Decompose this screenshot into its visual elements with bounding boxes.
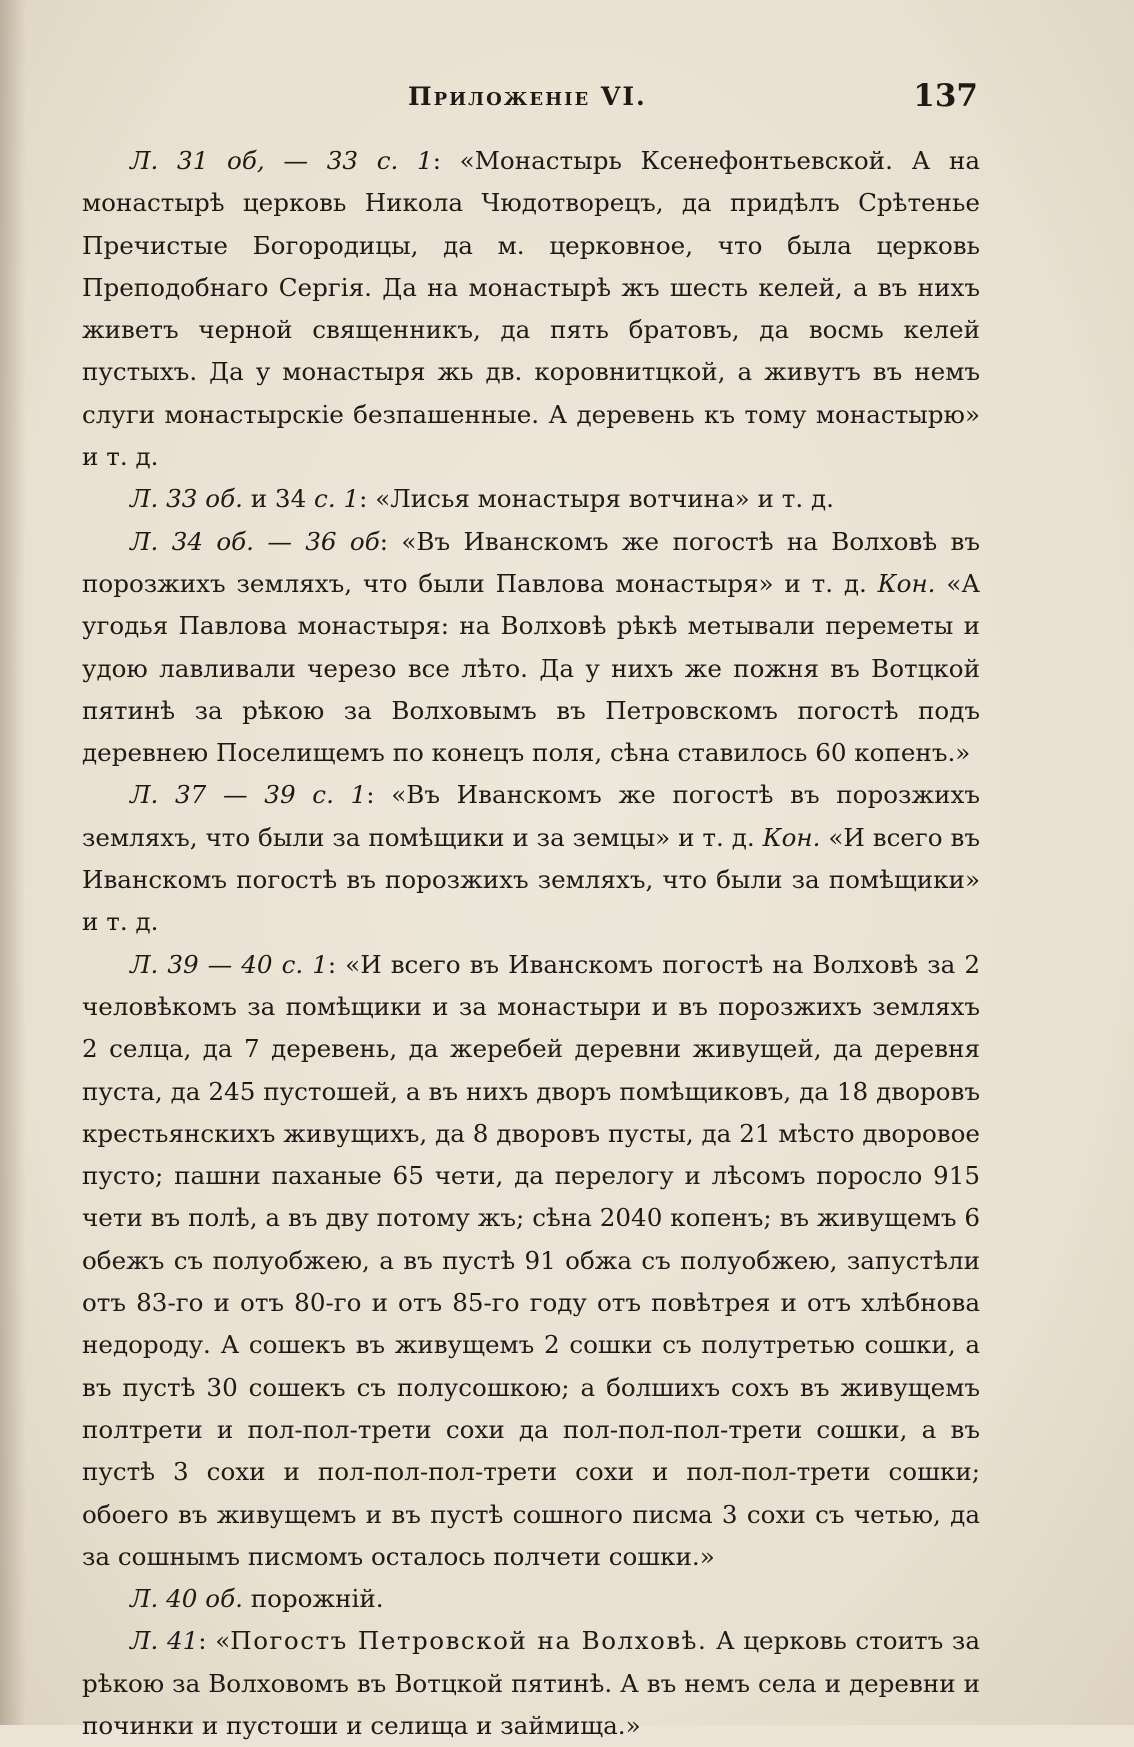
folio-reference: Л. 40 об. xyxy=(130,1584,243,1614)
folio-reference: Л. 33 об. xyxy=(130,484,243,514)
folio-reference-join: и 34 xyxy=(242,484,315,514)
paragraph-text-continued: «А угодья Павлова монастыря: на Волховѣ рѣкѣ метывали переметы и удою лавливали черезо все лѣто. Да у нихъ же пожня въ Вотцкой пятинѣ за рѣкою за Волховымъ въ Петровскомъ погостѣ подъ деревнею Поселищемъ по конецъ поля, сѣна ставилось 60 копенъ.» xyxy=(82,568,980,768)
paragraph-1 xyxy=(82,140,980,478)
paragraph-2 xyxy=(82,478,980,520)
paragraph-text-continued: «И всего въ Иванскомъ погостѣ въ порозжихъ земляхъ, что были за помѣщики» и т. д. xyxy=(82,822,980,937)
paragraph-4 xyxy=(82,774,980,943)
paragraph-3 xyxy=(82,521,980,775)
folio-reference: Л. 37 — 39 с. 1 xyxy=(130,780,367,810)
paragraph-text: : «Монастырь Ксенефонтьевской. А на монастырѣ церковь Никола Чюдотворецъ, да придѣлъ Срѣтенье Пречистые Богородицы, да м. церковное, что была церковь Преподобнаго Сергія. Да на монастырѣ жъ шесть келей, а въ нихъ живетъ черной священникъ, да пять братовъ, да восмь келей пустыхъ. Да у монастыря жь дв. коровнитцкой, а живутъ въ немъ слуги монастырскіе безпашенные. А деревень къ тому монастырю» и т. д. xyxy=(82,146,980,472)
section-heading-spaced: Погостъ Петровской на Волховѣ. xyxy=(230,1626,708,1656)
folio-reference: Л. 39 — 40 с. 1 xyxy=(130,949,328,979)
paragraph-text: порожній. xyxy=(242,1584,384,1614)
spine-shadow xyxy=(0,0,26,1725)
paragraph-text: : « xyxy=(198,1626,231,1656)
paragraph-text: : «И всего въ Иванскомъ погостѣ на Волховѣ за 2 человѣкомъ за помѣщики и за монастыри и въ порозжихъ земляхъ 2 селца, да 7 деревень, да жеребей деревни живущей, да деревня пуста, да 245 пустошей, а въ нихъ дворъ помѣщиковъ, да 18 дворовъ крестьянскихъ живущихъ, да 8 дворовъ пусты, да 21 мѣсто дворовое пусто; пашни паханые 65 чети, да перелогу и лѣсомъ поросло 915 чети въ полѣ, а въ дву потому жъ; сѣна 2040 копенъ; въ живущемъ 6 обежъ съ полуобжею, а въ пустѣ 91 обжа съ полуобжею, запустѣли отъ 83-го и отъ 80-го и отъ 85-го году отъ повѣтрея и отъ хлѣбнова недороду. А сошекъ въ живущемъ 2 сошки съ полутретью сошки, а въ пустѣ 30 сошекъ съ полусошкою; а болшихъ сохъ въ живущемъ полтрети и пол-пол-трети сохи да пол-пол-пол-трети сошки, а въ пустѣ 3 сохи и пол-пол-пол-трети сохи и пол-пол-трети сошки; обоего въ живущемъ и въ пустѣ сошного писма 3 сохи съ четью, да за сошнымъ писмомъ осталось полчети сошки.» xyxy=(82,949,981,1571)
folio-reference: Л. 41 xyxy=(130,1626,199,1656)
ending-marker: Кон. xyxy=(877,568,936,598)
folio-reference: Л. 31 об, — 33 с. 1 xyxy=(130,146,433,175)
paragraph-5 xyxy=(82,944,980,1578)
paragraph-text-continued: А церковь стоитъ за рѣкою за Волховомъ въ Вотцкой пятинѣ. А въ немъ села и деревни и починки и пустоши и селища и займища.» xyxy=(82,1626,980,1740)
ending-marker: Кон. xyxy=(762,822,821,852)
folio-reference-column: с. 1 xyxy=(314,484,360,514)
page-number: 137 xyxy=(913,78,978,114)
paragraph-6 xyxy=(82,1578,980,1620)
running-head: Приложеніе VI. xyxy=(408,82,647,111)
paragraph-text: : «Въ Иванскомъ же погостѣ на Волховѣ въ порозжихъ земляхъ, что были Павлова монастыря» и т. д. xyxy=(82,526,980,598)
paragraph-7 xyxy=(82,1620,980,1747)
page-header xyxy=(80,78,980,118)
paragraph-text: : «Лисья монастыря вотчина» и т. д. xyxy=(359,484,834,514)
paragraph-text: : «Въ Иванскомъ же погостѣ въ порозжихъ земляхъ, что были за помѣщики и за земцы» и т. д. xyxy=(82,780,980,852)
folio-reference: Л. 34 об. — 36 об xyxy=(130,526,380,556)
body-text xyxy=(82,140,980,1747)
